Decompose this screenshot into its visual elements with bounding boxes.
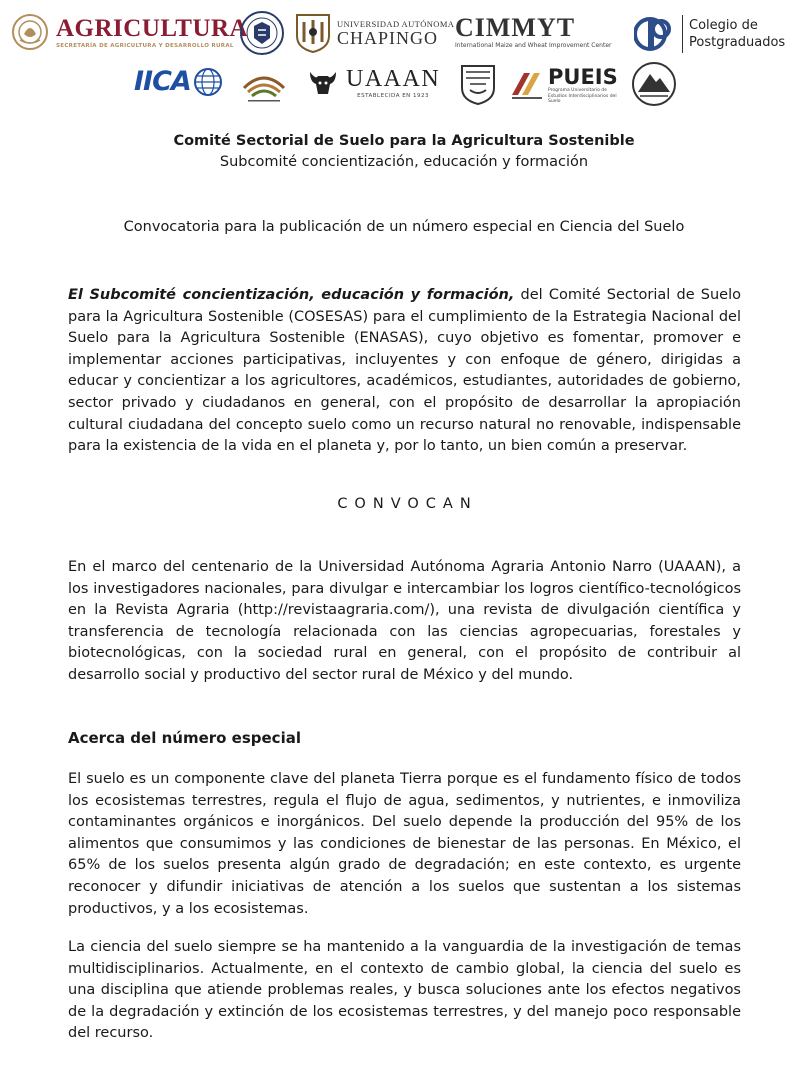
convocan-heading: CONVOCAN bbox=[337, 496, 478, 512]
uaaan-subtitle: ESTABLECIDA EN 1923 bbox=[357, 93, 430, 99]
colpos-line2: Postgraduados bbox=[689, 35, 786, 50]
uaaan-name: UAAAN bbox=[346, 66, 441, 92]
chapingo-logo bbox=[294, 12, 454, 54]
committee-title: Comité Sectorial de Suelo para la Agricultura Sostenible bbox=[173, 133, 635, 149]
unam-logo bbox=[456, 62, 500, 106]
pueis-subtitle: Programa Universitario de Estudios Interdisciplinarios del Suelo bbox=[548, 88, 617, 104]
soil-society-logo bbox=[240, 64, 288, 104]
mountain-emblem-logo bbox=[630, 60, 678, 108]
pueis-logo bbox=[510, 66, 626, 105]
intro-paragraph bbox=[68, 285, 741, 458]
intro-lead: El Subcomité concientización, educación y formación, bbox=[68, 287, 515, 303]
colpos-emblem-icon bbox=[634, 14, 676, 54]
globe-icon bbox=[193, 67, 223, 97]
section-heading: Acerca del número especial bbox=[68, 729, 301, 747]
university-crest-icon bbox=[238, 10, 286, 56]
chapingo-shield-icon bbox=[294, 12, 332, 54]
iica-logo bbox=[134, 66, 223, 97]
subcommittee-subtitle: Subcomité concientización, educación y formación bbox=[219, 154, 589, 170]
intro-body: del Comité Sectorial de Suelo para la Agricultura Sostenible (COSESAS) para el cumplimiento de la Estrategia Nacional del Suelo para la Agricultura Sostenible (ENASAS), cuyo objetivo es fomentar, promover e implementar acciones participativas, incluyentes y con enfoque de género, dirigidas a educar y concientizar a los agricultores, académicos, estudiantes, autoridades de gobierno, sector privado y ciudadanos en general, con el propósito de desarrollar la apropiación cultural ciudadana del concepto suelo como un recurso natural no renovable, indispensable para la existencia de la vida en el planeta y, por lo tanto, un bien común a preservar. bbox=[68, 287, 741, 455]
unam-crest-icon bbox=[456, 62, 500, 106]
call-paragraph: En el marco del centenario de la Universidad Autónoma Agraria Antonio Narro (UAAAN), a los investigadores nacionales, para divulgar e intercambiar los logros científico-tecnológicos en la Revista Agraria (http://revistaagraria.com/), una revista de divulgación científica y transferencia de tecnología relacionada con las ciencias agropecuarias, forestales y biotecnológicas, con la sociedad rural en general, con el propósito de contribuir al desarrollo social y productivo del sector rural de México y del mundo. bbox=[68, 559, 741, 683]
chapingo-line2: CHAPINGO bbox=[337, 28, 439, 48]
section-paragraph-2: La ciencia del suelo siempre se ha mantenido a la vanguardia de la investigación de temas multidisciplinarios. Actualmente, en el contexto de cambio global, la ciencia del suelo es una disciplina que atiende problemas reales, y busca soluciones ante los efectos negativos de la degradación y extinción de los ecosistemas terrestres, y del manejo poco responsable del recurso. bbox=[68, 939, 741, 1042]
section-paragraph-1: El suelo es un componente clave del planeta Tierra porque es el fundamento físico de todos los ecosistemas terrestres, regula el flujo de agua, sedimentos, y nutrientes, e inmoviliza contaminantes orgánicos e inorgánicos. Del suelo depende la producción del 95% de los alimentos que consumimos y las condiciones de bienestar de las personas. En México, el 65% de los suelos presenta algún grado de degradación; en este contexto, es urgente reconocer y difundir iniciativas de atención a los suelos que sustentan a los sistemas productivos, y a los ecosistemas. bbox=[68, 771, 741, 917]
cimmyt-name: CIMMYT bbox=[455, 13, 576, 42]
mexico-coat-of-arms-icon bbox=[10, 12, 50, 52]
agricultura-logo bbox=[10, 12, 248, 52]
cimmyt-logo bbox=[455, 14, 612, 49]
chapingo-line1: UNIVERSIDAD AUTÓNOMA bbox=[337, 19, 455, 29]
call-title: Convocatoria para la publicación de un número especial en Ciencia del Suelo bbox=[123, 219, 685, 235]
iica-name: IICA bbox=[134, 66, 191, 97]
logo-strip bbox=[0, 0, 808, 112]
colpos-logo bbox=[634, 14, 785, 54]
soil-layers-icon bbox=[240, 64, 288, 104]
cimmyt-subtitle: International Maize and Wheat Improvement Center bbox=[455, 42, 612, 49]
agricultura-subtitle: SECRETARÍA DE AGRICULTURA Y DESARROLLO RURAL bbox=[56, 42, 234, 49]
pueis-stripes-icon bbox=[510, 69, 544, 101]
uaaan-bull-icon bbox=[306, 66, 340, 100]
mountain-emblem-icon bbox=[630, 60, 678, 108]
colpos-line1: Colegio de bbox=[689, 18, 758, 33]
pueis-name: PUEIS bbox=[548, 65, 618, 89]
agricultura-name: AGRICULTURA bbox=[56, 14, 249, 42]
university-crest-logo bbox=[238, 10, 286, 56]
uaaan-logo bbox=[306, 66, 440, 100]
